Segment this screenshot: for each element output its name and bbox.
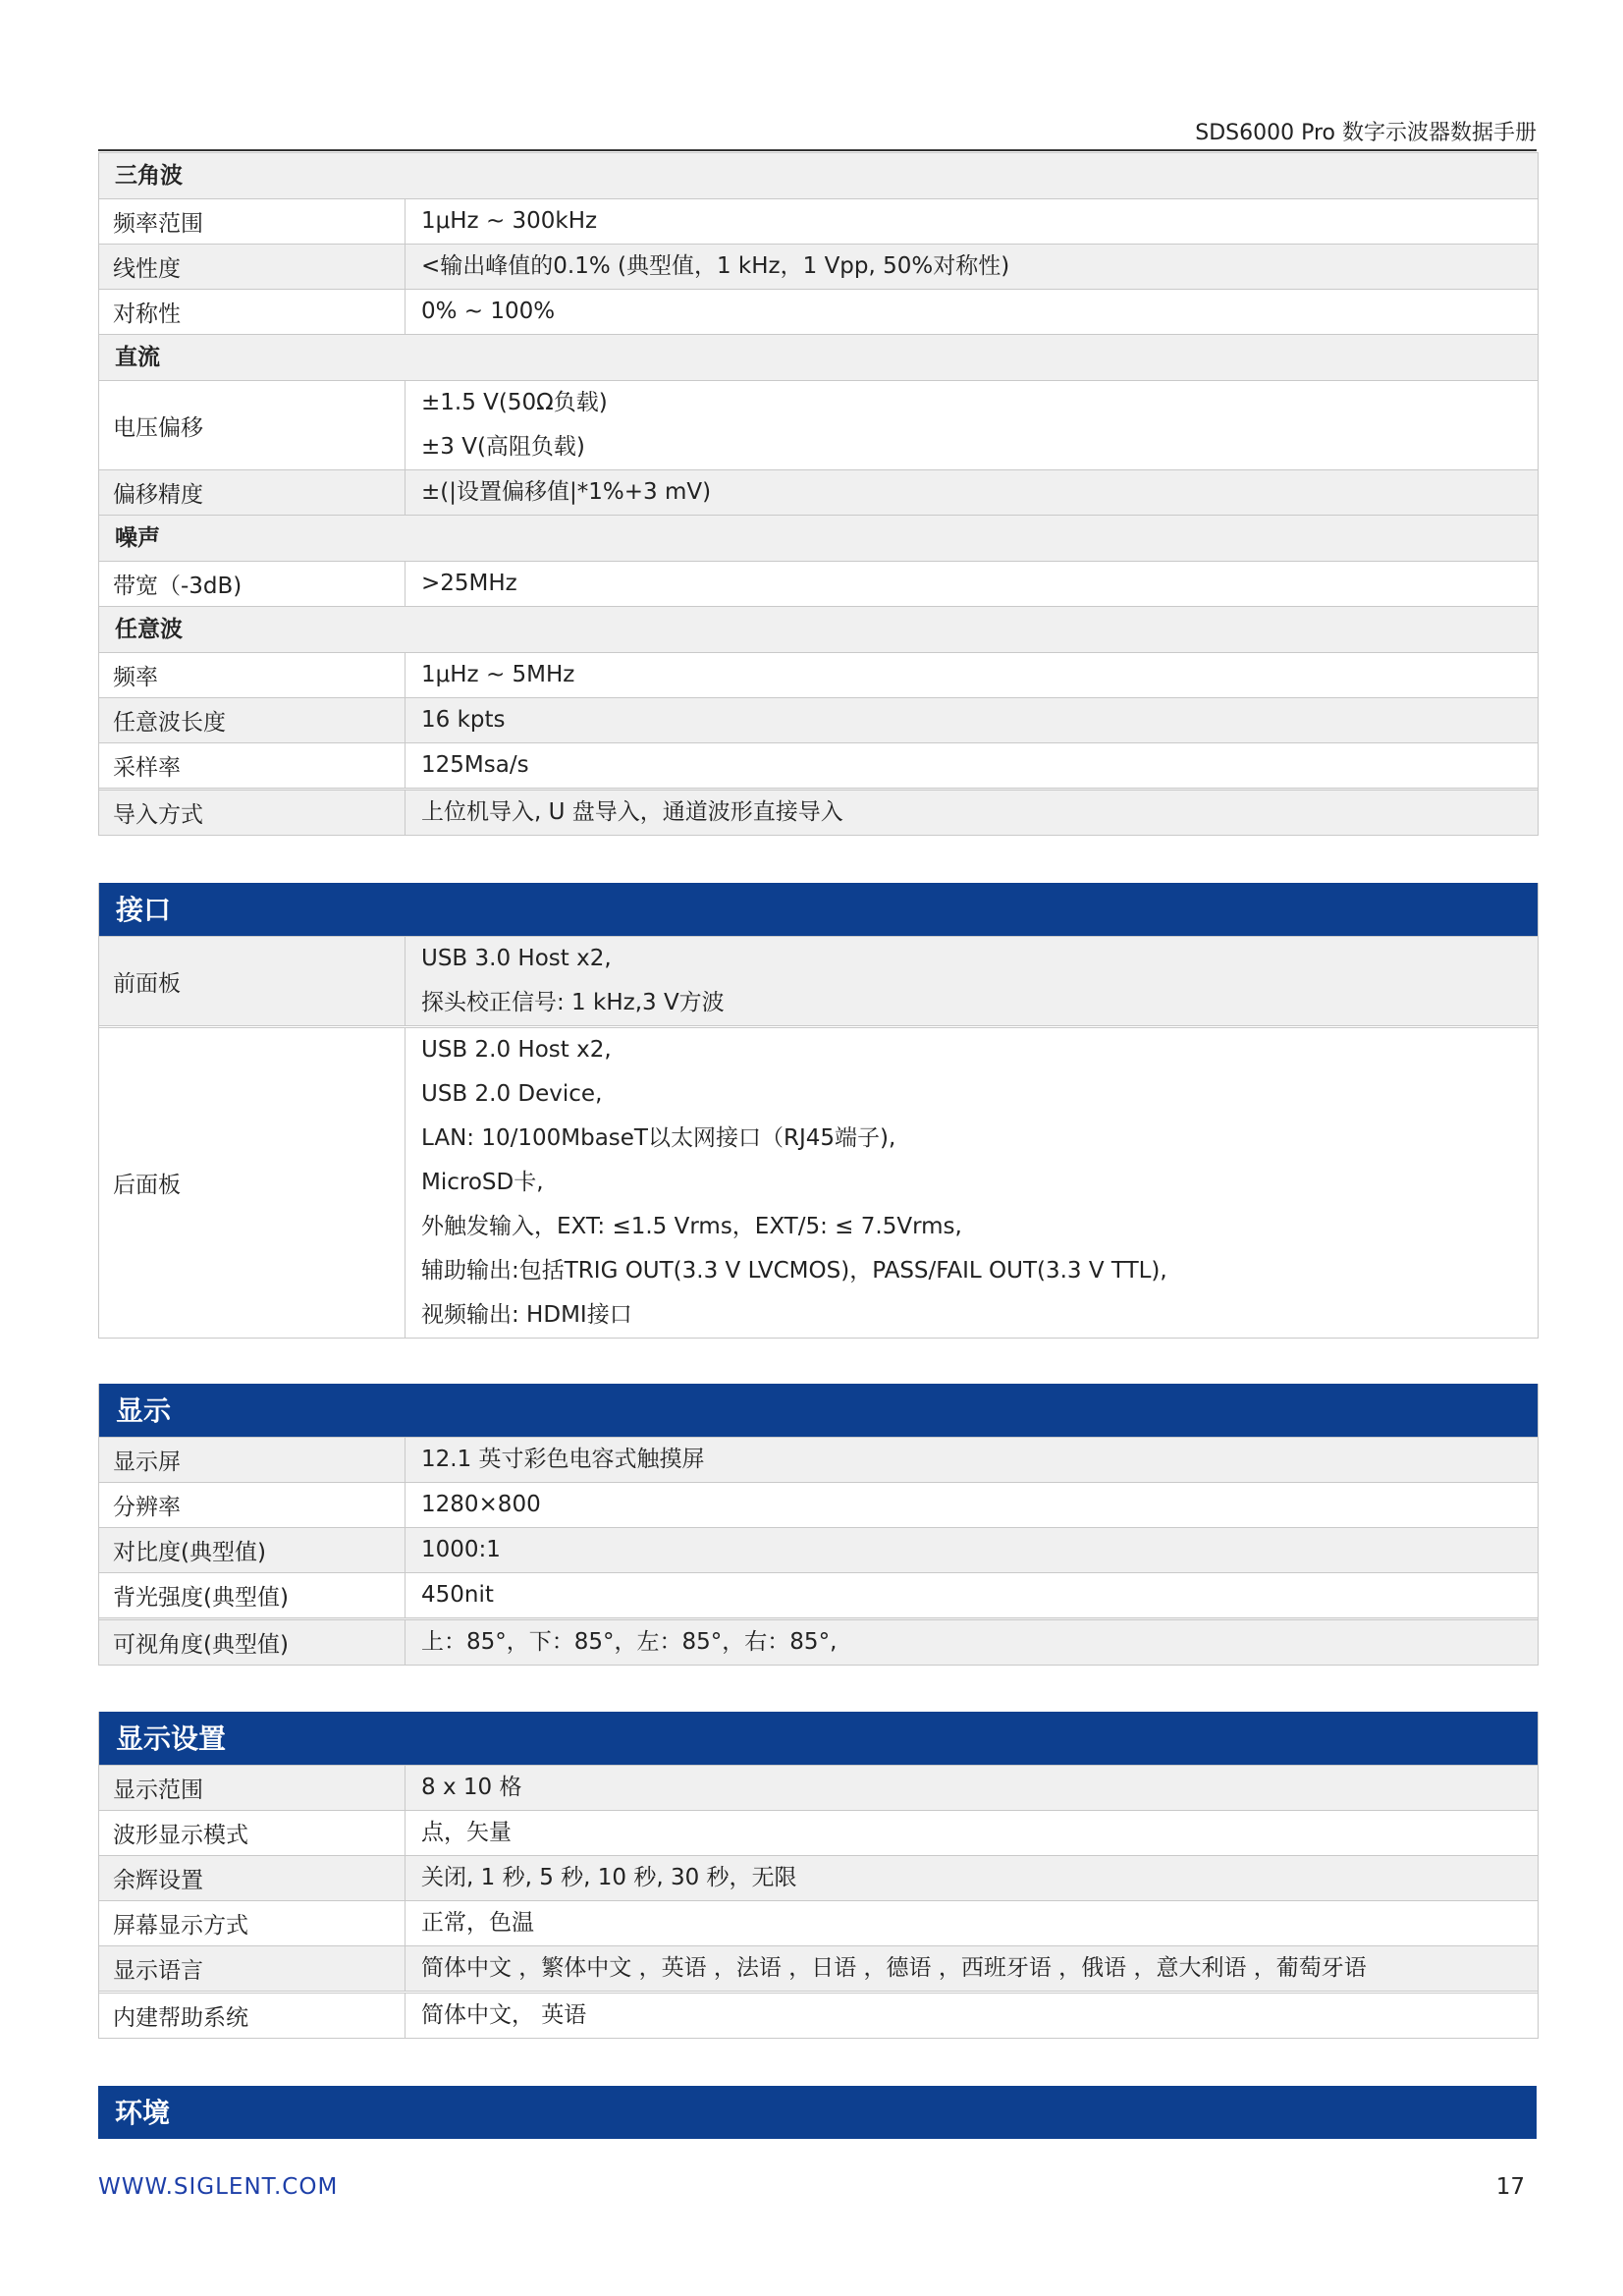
spec-label: 采样率 <box>99 743 406 788</box>
subsection-heading: 直流 <box>99 334 1538 380</box>
spec-value-line: ±1.5 V(50Ω负载) <box>421 390 608 415</box>
spec-value <box>406 653 1538 697</box>
spec-value-line: 简体中文， 英语 <box>421 2002 587 2028</box>
spec-row <box>99 1945 1538 1991</box>
spec-value <box>406 1028 1538 1338</box>
spec-value-line: 外触发输入，EXT: ≤1.5 Vrms，EXT/5: ≤ 7.5Vrms, <box>421 1214 962 1239</box>
spec-label: 频率 <box>99 653 406 697</box>
spec-label: 可视角度(典型值) <box>99 1620 406 1665</box>
spec-value <box>406 1946 1538 1991</box>
spec-label: 背光强度(典型值) <box>99 1573 406 1617</box>
spec-row <box>99 1025 1538 1338</box>
spec-value <box>406 937 1538 1025</box>
spec-value <box>406 1483 1538 1527</box>
spec-table-interface <box>98 883 1539 1339</box>
subsection-heading: 噪声 <box>99 515 1538 561</box>
spec-value <box>406 1620 1538 1665</box>
spec-label: 任意波长度 <box>99 698 406 742</box>
spec-value <box>406 381 1538 469</box>
spec-label: 频率范围 <box>99 199 406 244</box>
spec-label: 前面板 <box>99 937 406 1025</box>
spec-value-line: 1μHz ~ 5MHz <box>421 662 575 687</box>
spec-value-line: 16 kpts <box>421 707 506 733</box>
spec-row <box>99 1900 1538 1945</box>
spec-table-waveform <box>98 152 1539 836</box>
spec-row <box>99 1855 1538 1900</box>
spec-value-line: 上：85°，下：85°，左：85°，右：85°, <box>421 1629 838 1655</box>
spec-value-line: 1280×800 <box>421 1492 541 1517</box>
spec-value-line: 点，矢量 <box>421 1820 512 1845</box>
spec-row <box>99 652 1538 697</box>
spec-label: 分辨率 <box>99 1483 406 1527</box>
spec-value <box>406 1901 1538 1945</box>
spec-value <box>406 1438 1538 1482</box>
spec-row <box>99 244 1538 289</box>
spec-row <box>99 380 1538 469</box>
spec-label: 电压偏移 <box>99 381 406 469</box>
spec-row <box>99 1617 1538 1665</box>
spec-row <box>99 1437 1538 1482</box>
page-number: 17 <box>1495 2174 1525 2200</box>
subsection-heading: 三角波 <box>99 152 1538 198</box>
spec-row <box>99 469 1538 515</box>
spec-value-line: 125Msa/s <box>421 752 529 778</box>
header-divider <box>98 149 1537 151</box>
spec-row <box>99 289 1538 334</box>
spec-value-line: 上位机导入, U 盘导入，通道波形直接导入 <box>421 799 843 825</box>
spec-label: 对比度(典型值) <box>99 1528 406 1572</box>
spec-value-line: 辅助输出:包括TRIG OUT(3.3 V LVCMOS)，PASS/FAIL OUT(3.3 V TTL), <box>421 1258 1167 1284</box>
spec-value <box>406 791 1538 835</box>
spec-value-line: <输出峰值的0.1% (典型值，1 kHz，1 Vpp, 50%对称性) <box>421 253 1010 279</box>
spec-row <box>99 1765 1538 1810</box>
spec-label: 显示语言 <box>99 1946 406 1991</box>
spec-table-display <box>98 1384 1539 1666</box>
spec-row <box>99 1527 1538 1572</box>
spec-value-line: USB 2.0 Device, <box>421 1081 603 1107</box>
section-header-environment: 环境 <box>98 2086 1537 2139</box>
spec-label: 余辉设置 <box>99 1856 406 1900</box>
spec-row <box>99 198 1538 244</box>
spec-value-line: 8 x 10 格 <box>421 1775 522 1800</box>
spec-row <box>99 1572 1538 1617</box>
spec-table-environment <box>98 2086 1537 2139</box>
spec-row <box>99 561 1538 606</box>
spec-value-line: 视频输出: HDMI接口 <box>421 1302 632 1328</box>
spec-value <box>406 562 1538 606</box>
spec-value-line: LAN: 10/100MbaseT以太网接口（RJ45端子), <box>421 1125 896 1151</box>
spec-value <box>406 1856 1538 1900</box>
spec-row <box>99 697 1538 742</box>
spec-label: 导入方式 <box>99 791 406 835</box>
spec-row <box>99 1482 1538 1527</box>
spec-label: 线性度 <box>99 245 406 289</box>
section-header-display: 显示 <box>99 1384 1538 1437</box>
spec-value-line: 1000:1 <box>421 1537 501 1562</box>
spec-value <box>406 199 1538 244</box>
spec-value-line: 探头校正信号: 1 kHz,3 V方波 <box>421 990 725 1015</box>
spec-label: 波形显示模式 <box>99 1811 406 1855</box>
spec-value <box>406 1573 1538 1617</box>
spec-value <box>406 245 1538 289</box>
spec-row <box>99 1810 1538 1855</box>
spec-value-line: 关闭, 1 秒, 5 秒, 10 秒, 30 秒，无限 <box>421 1865 797 1890</box>
footer-website-link[interactable]: WWW.SIGLENT.COM <box>98 2174 339 2200</box>
spec-value-line: >25MHz <box>421 571 517 596</box>
subsection-heading: 任意波 <box>99 606 1538 652</box>
spec-value-line: USB 3.0 Host x2, <box>421 946 612 971</box>
spec-value-line: MicroSD卡, <box>421 1170 544 1195</box>
spec-label: 显示范围 <box>99 1766 406 1810</box>
spec-value-line: 1μHz ~ 300kHz <box>421 208 598 234</box>
spec-row <box>99 742 1538 788</box>
spec-value <box>406 698 1538 742</box>
spec-value-line: ±3 V(高阻负载) <box>421 434 585 460</box>
spec-value-line: 简体中文 ，繁体中文 ，英语 ，法语 ，日语 ，德语 ，西班牙语 ，俄语 ，意大利语 ，葡萄牙语 <box>421 1955 1367 1981</box>
spec-value-line: 0% ~ 100% <box>421 299 556 324</box>
spec-table-display-settings <box>98 1712 1539 2039</box>
spec-value <box>406 743 1538 788</box>
spec-row <box>99 1991 1538 2038</box>
spec-row <box>99 788 1538 835</box>
spec-value <box>406 1811 1538 1855</box>
spec-value-line: 12.1 英寸彩色电容式触摸屏 <box>421 1447 705 1472</box>
spec-row <box>99 936 1538 1025</box>
spec-label: 带宽（-3dB) <box>99 562 406 606</box>
document-header-title: SDS6000 Pro 数字示波器数据手册 <box>1195 121 1537 145</box>
section-header-interface: 接口 <box>99 883 1538 936</box>
spec-value-line: 正常，色温 <box>421 1910 534 1936</box>
section-header-display-settings: 显示设置 <box>99 1712 1538 1765</box>
spec-value <box>406 470 1538 515</box>
spec-value <box>406 290 1538 334</box>
spec-label: 偏移精度 <box>99 470 406 515</box>
spec-label: 对称性 <box>99 290 406 334</box>
spec-value <box>406 1528 1538 1572</box>
spec-label: 屏幕显示方式 <box>99 1901 406 1945</box>
spec-value-line: ±(|设置偏移值|*1%+3 mV) <box>421 479 712 505</box>
spec-value <box>406 1766 1538 1810</box>
spec-value <box>406 1994 1538 2038</box>
spec-value-line: USB 2.0 Host x2, <box>421 1037 612 1063</box>
spec-label: 后面板 <box>99 1028 406 1338</box>
spec-label: 显示屏 <box>99 1438 406 1482</box>
spec-value-line: 450nit <box>421 1582 494 1608</box>
spec-label: 内建帮助系统 <box>99 1994 406 2038</box>
